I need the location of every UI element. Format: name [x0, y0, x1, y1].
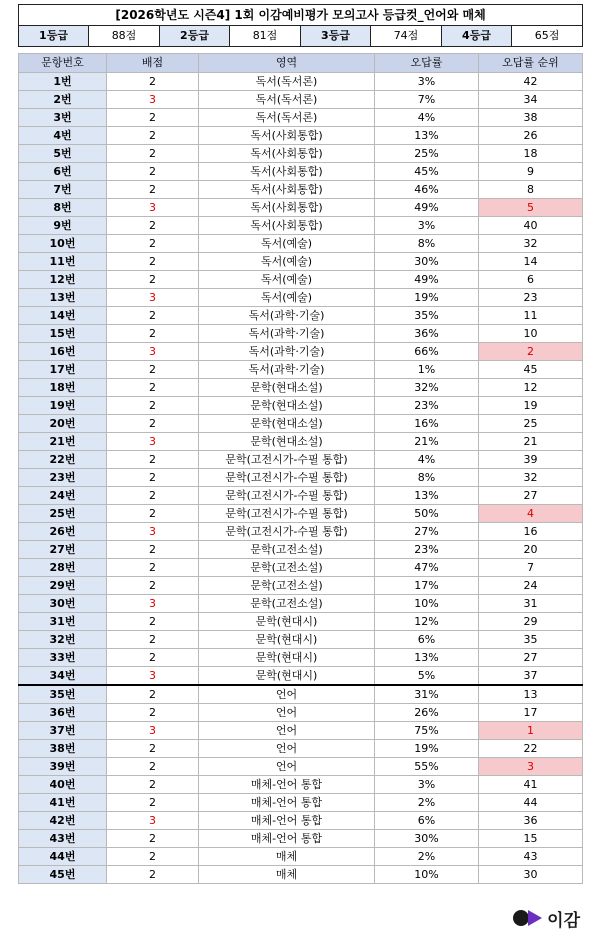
- table-row: [19, 217, 583, 235]
- area-cell: 언어: [199, 722, 375, 740]
- grade-cut-sheet: [18, 4, 582, 884]
- wrong-rank-cell: 42: [479, 73, 583, 91]
- table-row: [19, 271, 583, 289]
- table-row: [19, 776, 583, 794]
- wrong-rank-cell: 23: [479, 289, 583, 307]
- points-cell: 2: [107, 145, 199, 163]
- question-number: 4번: [19, 127, 107, 145]
- question-number: 19번: [19, 397, 107, 415]
- table-row: [19, 487, 583, 505]
- question-number: 32번: [19, 631, 107, 649]
- table-row: [19, 704, 583, 722]
- area-cell: 문학(고전시가-수필 통합): [199, 505, 375, 523]
- question-number: 16번: [19, 343, 107, 361]
- area-cell: 문학(현대시): [199, 667, 375, 686]
- column-header-row: [19, 54, 583, 73]
- wrong-rate-cell: 2%: [375, 848, 479, 866]
- points-cell: 2: [107, 253, 199, 271]
- grade-2-label: 2등급: [160, 26, 230, 47]
- wrong-rank-cell: 15: [479, 830, 583, 848]
- area-cell: 독서(사회통합): [199, 181, 375, 199]
- question-number: 33번: [19, 649, 107, 667]
- area-cell: 문학(현대시): [199, 649, 375, 667]
- table-row: [19, 523, 583, 541]
- wrong-rank-cell: 43: [479, 848, 583, 866]
- grade-3-label: 3등급: [301, 26, 371, 47]
- wrong-rate-cell: 30%: [375, 253, 479, 271]
- table-row: [19, 685, 583, 704]
- question-number: 3번: [19, 109, 107, 127]
- table-row: [19, 649, 583, 667]
- area-cell: 독서(사회통합): [199, 145, 375, 163]
- points-cell: 2: [107, 866, 199, 884]
- points-cell: 2: [107, 740, 199, 758]
- area-cell: 독서(예술): [199, 289, 375, 307]
- question-number: 25번: [19, 505, 107, 523]
- question-number: 15번: [19, 325, 107, 343]
- question-number: 38번: [19, 740, 107, 758]
- wrong-rank-cell: 10: [479, 325, 583, 343]
- wrong-rank-cell: 39: [479, 451, 583, 469]
- table-row: [19, 505, 583, 523]
- igam-logo-icon: [513, 908, 543, 928]
- points-cell: 2: [107, 451, 199, 469]
- area-cell: 독서(사회통합): [199, 163, 375, 181]
- area-cell: 문학(고전소설): [199, 595, 375, 613]
- area-cell: 독서(과학·기술): [199, 361, 375, 379]
- question-number: 14번: [19, 307, 107, 325]
- points-cell: 2: [107, 848, 199, 866]
- points-cell: 2: [107, 163, 199, 181]
- points-cell: 2: [107, 397, 199, 415]
- area-cell: 매체: [199, 866, 375, 884]
- table-row: [19, 289, 583, 307]
- points-cell: 3: [107, 812, 199, 830]
- question-number: 26번: [19, 523, 107, 541]
- wrong-rank-cell: 6: [479, 271, 583, 289]
- table-row: [19, 181, 583, 199]
- col-header-question-no: 문항번호: [19, 54, 107, 73]
- question-number: 41번: [19, 794, 107, 812]
- question-number: 42번: [19, 812, 107, 830]
- points-cell: 2: [107, 559, 199, 577]
- wrong-rate-cell: 3%: [375, 217, 479, 235]
- grade-2-score: 81점: [230, 26, 301, 47]
- wrong-rank-cell: 30: [479, 866, 583, 884]
- wrong-rank-cell: 3: [479, 758, 583, 776]
- wrong-rank-cell: 44: [479, 794, 583, 812]
- wrong-rank-cell: 11: [479, 307, 583, 325]
- area-cell: 매체-언어 통합: [199, 776, 375, 794]
- wrong-rank-cell: 27: [479, 487, 583, 505]
- wrong-rank-cell: 32: [479, 235, 583, 253]
- question-number: 20번: [19, 415, 107, 433]
- points-cell: 2: [107, 830, 199, 848]
- wrong-rank-cell: 24: [479, 577, 583, 595]
- points-cell: 3: [107, 433, 199, 451]
- points-cell: 2: [107, 361, 199, 379]
- grade-4-label: 4등급: [442, 26, 512, 47]
- table-row: [19, 253, 583, 271]
- points-cell: 3: [107, 289, 199, 307]
- wrong-rank-cell: 45: [479, 361, 583, 379]
- wrong-rate-cell: 13%: [375, 127, 479, 145]
- wrong-rate-cell: 50%: [375, 505, 479, 523]
- wrong-rate-cell: 45%: [375, 163, 479, 181]
- wrong-rank-cell: 38: [479, 109, 583, 127]
- question-number: 17번: [19, 361, 107, 379]
- question-number: 45번: [19, 866, 107, 884]
- table-row: [19, 812, 583, 830]
- table-row: [19, 740, 583, 758]
- area-cell: 언어: [199, 704, 375, 722]
- table-row: [19, 830, 583, 848]
- table-row: [19, 433, 583, 451]
- area-cell: 독서(과학·기술): [199, 343, 375, 361]
- wrong-rate-cell: 23%: [375, 541, 479, 559]
- points-cell: 3: [107, 667, 199, 686]
- points-cell: 2: [107, 487, 199, 505]
- wrong-rank-cell: 36: [479, 812, 583, 830]
- wrong-rate-cell: 8%: [375, 235, 479, 253]
- points-cell: 3: [107, 343, 199, 361]
- col-header-wrong-rate: 오답률: [375, 54, 479, 73]
- wrong-rank-cell: 25: [479, 415, 583, 433]
- wrong-rate-cell: 25%: [375, 145, 479, 163]
- wrong-rate-cell: 32%: [375, 379, 479, 397]
- header-table: [18, 4, 583, 47]
- points-cell: 3: [107, 722, 199, 740]
- question-number: 31번: [19, 613, 107, 631]
- question-number: 40번: [19, 776, 107, 794]
- table-row: [19, 451, 583, 469]
- wrong-rate-cell: 13%: [375, 487, 479, 505]
- wrong-rate-cell: 10%: [375, 866, 479, 884]
- wrong-rate-cell: 19%: [375, 740, 479, 758]
- table-row: [19, 541, 583, 559]
- table-row: [19, 667, 583, 686]
- area-cell: 문학(고전시가-수필 통합): [199, 487, 375, 505]
- table-row: [19, 343, 583, 361]
- wrong-rank-cell: 32: [479, 469, 583, 487]
- wrong-rank-cell: 27: [479, 649, 583, 667]
- grade-cut-row: [19, 26, 583, 47]
- points-cell: 2: [107, 613, 199, 631]
- wrong-rank-cell: 21: [479, 433, 583, 451]
- area-cell: 매체: [199, 848, 375, 866]
- table-row: [19, 361, 583, 379]
- grade-3-score: 74점: [371, 26, 442, 47]
- question-number: 37번: [19, 722, 107, 740]
- area-cell: 문학(현대소설): [199, 433, 375, 451]
- points-cell: 2: [107, 541, 199, 559]
- table-row: [19, 758, 583, 776]
- table-row: [19, 109, 583, 127]
- table-row: [19, 397, 583, 415]
- table-row: [19, 379, 583, 397]
- wrong-rank-cell: 17: [479, 704, 583, 722]
- points-cell: 2: [107, 307, 199, 325]
- wrong-rank-cell: 1: [479, 722, 583, 740]
- wrong-rate-cell: 47%: [375, 559, 479, 577]
- question-number: 2번: [19, 91, 107, 109]
- area-cell: 독서(예술): [199, 235, 375, 253]
- points-cell: 3: [107, 91, 199, 109]
- points-cell: 3: [107, 595, 199, 613]
- wrong-rank-cell: 31: [479, 595, 583, 613]
- wrong-rank-cell: 34: [479, 91, 583, 109]
- question-number: 36번: [19, 704, 107, 722]
- question-number: 34번: [19, 667, 107, 686]
- table-row: [19, 631, 583, 649]
- table-row: [19, 613, 583, 631]
- wrong-rate-cell: 12%: [375, 613, 479, 631]
- table-row: [19, 415, 583, 433]
- wrong-rate-cell: 6%: [375, 631, 479, 649]
- table-row: [19, 866, 583, 884]
- table-row: [19, 794, 583, 812]
- points-cell: 2: [107, 469, 199, 487]
- points-cell: 2: [107, 379, 199, 397]
- points-cell: 2: [107, 325, 199, 343]
- wrong-rate-cell: 3%: [375, 73, 479, 91]
- question-table: [18, 53, 583, 884]
- question-number: 11번: [19, 253, 107, 271]
- wrong-rank-cell: 22: [479, 740, 583, 758]
- question-number: 12번: [19, 271, 107, 289]
- question-number: 39번: [19, 758, 107, 776]
- wrong-rate-cell: 36%: [375, 325, 479, 343]
- area-cell: 문학(고전소설): [199, 577, 375, 595]
- wrong-rate-cell: 4%: [375, 109, 479, 127]
- table-row: [19, 73, 583, 91]
- wrong-rank-cell: 8: [479, 181, 583, 199]
- wrong-rank-cell: 9: [479, 163, 583, 181]
- area-cell: 문학(고전소설): [199, 559, 375, 577]
- igam-logo: [513, 907, 580, 929]
- area-cell: 문학(고전시가-수필 통합): [199, 451, 375, 469]
- area-cell: 매체-언어 통합: [199, 812, 375, 830]
- table-row: [19, 145, 583, 163]
- wrong-rate-cell: 46%: [375, 181, 479, 199]
- wrong-rank-cell: 12: [479, 379, 583, 397]
- area-cell: 문학(고전소설): [199, 541, 375, 559]
- wrong-rate-cell: 23%: [375, 397, 479, 415]
- table-row: [19, 325, 583, 343]
- points-cell: 2: [107, 685, 199, 704]
- table-row: [19, 91, 583, 109]
- points-cell: 2: [107, 776, 199, 794]
- wrong-rate-cell: 8%: [375, 469, 479, 487]
- area-cell: 문학(고전시가-수필 통합): [199, 523, 375, 541]
- question-number: 35번: [19, 685, 107, 704]
- col-header-area: 영역: [199, 54, 375, 73]
- table-row: [19, 848, 583, 866]
- wrong-rate-cell: 10%: [375, 595, 479, 613]
- question-number: 22번: [19, 451, 107, 469]
- points-cell: 2: [107, 704, 199, 722]
- area-cell: 독서(예술): [199, 253, 375, 271]
- points-cell: 2: [107, 649, 199, 667]
- wrong-rank-cell: 41: [479, 776, 583, 794]
- wrong-rank-cell: 16: [479, 523, 583, 541]
- question-number: 24번: [19, 487, 107, 505]
- wrong-rank-cell: 19: [479, 397, 583, 415]
- area-cell: 독서(사회통합): [199, 127, 375, 145]
- question-number: 5번: [19, 145, 107, 163]
- question-number: 29번: [19, 577, 107, 595]
- wrong-rate-cell: 4%: [375, 451, 479, 469]
- wrong-rank-cell: 7: [479, 559, 583, 577]
- wrong-rank-cell: 20: [479, 541, 583, 559]
- table-row: [19, 127, 583, 145]
- grade-4-score: 65점: [512, 26, 583, 47]
- wrong-rate-cell: 55%: [375, 758, 479, 776]
- question-number: 1번: [19, 73, 107, 91]
- area-cell: 독서(과학·기술): [199, 325, 375, 343]
- wrong-rate-cell: 31%: [375, 685, 479, 704]
- col-header-points: 배점: [107, 54, 199, 73]
- question-number: 44번: [19, 848, 107, 866]
- wrong-rate-cell: 1%: [375, 361, 479, 379]
- wrong-rate-cell: 16%: [375, 415, 479, 433]
- points-cell: 2: [107, 217, 199, 235]
- area-cell: 문학(현대시): [199, 631, 375, 649]
- area-cell: 언어: [199, 685, 375, 704]
- points-cell: 2: [107, 271, 199, 289]
- wrong-rank-cell: 29: [479, 613, 583, 631]
- wrong-rate-cell: 21%: [375, 433, 479, 451]
- wrong-rate-cell: 30%: [375, 830, 479, 848]
- area-cell: 문학(현대소설): [199, 415, 375, 433]
- points-cell: 2: [107, 794, 199, 812]
- wrong-rate-cell: 5%: [375, 667, 479, 686]
- wrong-rank-cell: 14: [479, 253, 583, 271]
- points-cell: 2: [107, 127, 199, 145]
- wrong-rank-cell: 40: [479, 217, 583, 235]
- points-cell: 2: [107, 577, 199, 595]
- area-cell: 독서(독서론): [199, 91, 375, 109]
- wrong-rank-cell: 2: [479, 343, 583, 361]
- wrong-rank-cell: 37: [479, 667, 583, 686]
- wrong-rank-cell: 13: [479, 685, 583, 704]
- wrong-rate-cell: 17%: [375, 577, 479, 595]
- area-cell: 독서(독서론): [199, 109, 375, 127]
- question-rows: [19, 73, 583, 884]
- logo-text: 이감: [547, 910, 580, 931]
- points-cell: 3: [107, 523, 199, 541]
- points-cell: 2: [107, 235, 199, 253]
- grade-1-score: 88점: [89, 26, 160, 47]
- question-number: 10번: [19, 235, 107, 253]
- table-row: [19, 469, 583, 487]
- points-cell: 2: [107, 415, 199, 433]
- area-cell: 독서(과학·기술): [199, 307, 375, 325]
- area-cell: 독서(독서론): [199, 73, 375, 91]
- sheet-title: [2026학년도 시즌4] 1회 이감예비평가 모의고사 등급컷_언어와 매체: [19, 5, 583, 26]
- area-cell: 언어: [199, 758, 375, 776]
- table-row: [19, 595, 583, 613]
- wrong-rate-cell: 66%: [375, 343, 479, 361]
- wrong-rate-cell: 7%: [375, 91, 479, 109]
- grade-1-label: 1등급: [19, 26, 89, 47]
- question-number: 28번: [19, 559, 107, 577]
- question-number: 21번: [19, 433, 107, 451]
- wrong-rate-cell: 2%: [375, 794, 479, 812]
- table-row: [19, 235, 583, 253]
- points-cell: 2: [107, 631, 199, 649]
- wrong-rate-cell: 35%: [375, 307, 479, 325]
- points-cell: 2: [107, 73, 199, 91]
- table-row: [19, 722, 583, 740]
- points-cell: 2: [107, 505, 199, 523]
- question-number: 18번: [19, 379, 107, 397]
- wrong-rate-cell: 19%: [375, 289, 479, 307]
- wrong-rate-cell: 75%: [375, 722, 479, 740]
- col-header-wrong-rank: 오답률 순위: [479, 54, 583, 73]
- table-row: [19, 163, 583, 181]
- question-number: 6번: [19, 163, 107, 181]
- points-cell: 2: [107, 758, 199, 776]
- wrong-rank-cell: 5: [479, 199, 583, 217]
- area-cell: 매체-언어 통합: [199, 794, 375, 812]
- question-number: 23번: [19, 469, 107, 487]
- wrong-rate-cell: 3%: [375, 776, 479, 794]
- wrong-rank-cell: 35: [479, 631, 583, 649]
- wrong-rate-cell: 27%: [375, 523, 479, 541]
- table-row: [19, 577, 583, 595]
- question-number: 9번: [19, 217, 107, 235]
- points-cell: 2: [107, 181, 199, 199]
- wrong-rate-cell: 26%: [375, 704, 479, 722]
- wrong-rate-cell: 49%: [375, 271, 479, 289]
- area-cell: 언어: [199, 740, 375, 758]
- wrong-rank-cell: 18: [479, 145, 583, 163]
- question-number: 43번: [19, 830, 107, 848]
- area-cell: 문학(현대시): [199, 613, 375, 631]
- points-cell: 2: [107, 109, 199, 127]
- question-number: 27번: [19, 541, 107, 559]
- area-cell: 매체-언어 통합: [199, 830, 375, 848]
- area-cell: 문학(현대소설): [199, 397, 375, 415]
- wrong-rank-cell: 26: [479, 127, 583, 145]
- question-number: 13번: [19, 289, 107, 307]
- area-cell: 문학(현대소설): [199, 379, 375, 397]
- area-cell: 독서(사회통합): [199, 217, 375, 235]
- wrong-rate-cell: 6%: [375, 812, 479, 830]
- wrong-rank-cell: 4: [479, 505, 583, 523]
- area-cell: 문학(고전시가-수필 통합): [199, 469, 375, 487]
- area-cell: 독서(사회통합): [199, 199, 375, 217]
- wrong-rate-cell: 49%: [375, 199, 479, 217]
- question-number: 30번: [19, 595, 107, 613]
- table-row: [19, 559, 583, 577]
- question-number: 7번: [19, 181, 107, 199]
- table-row: [19, 199, 583, 217]
- area-cell: 독서(예술): [199, 271, 375, 289]
- table-row: [19, 307, 583, 325]
- wrong-rate-cell: 13%: [375, 649, 479, 667]
- points-cell: 3: [107, 199, 199, 217]
- question-number: 8번: [19, 199, 107, 217]
